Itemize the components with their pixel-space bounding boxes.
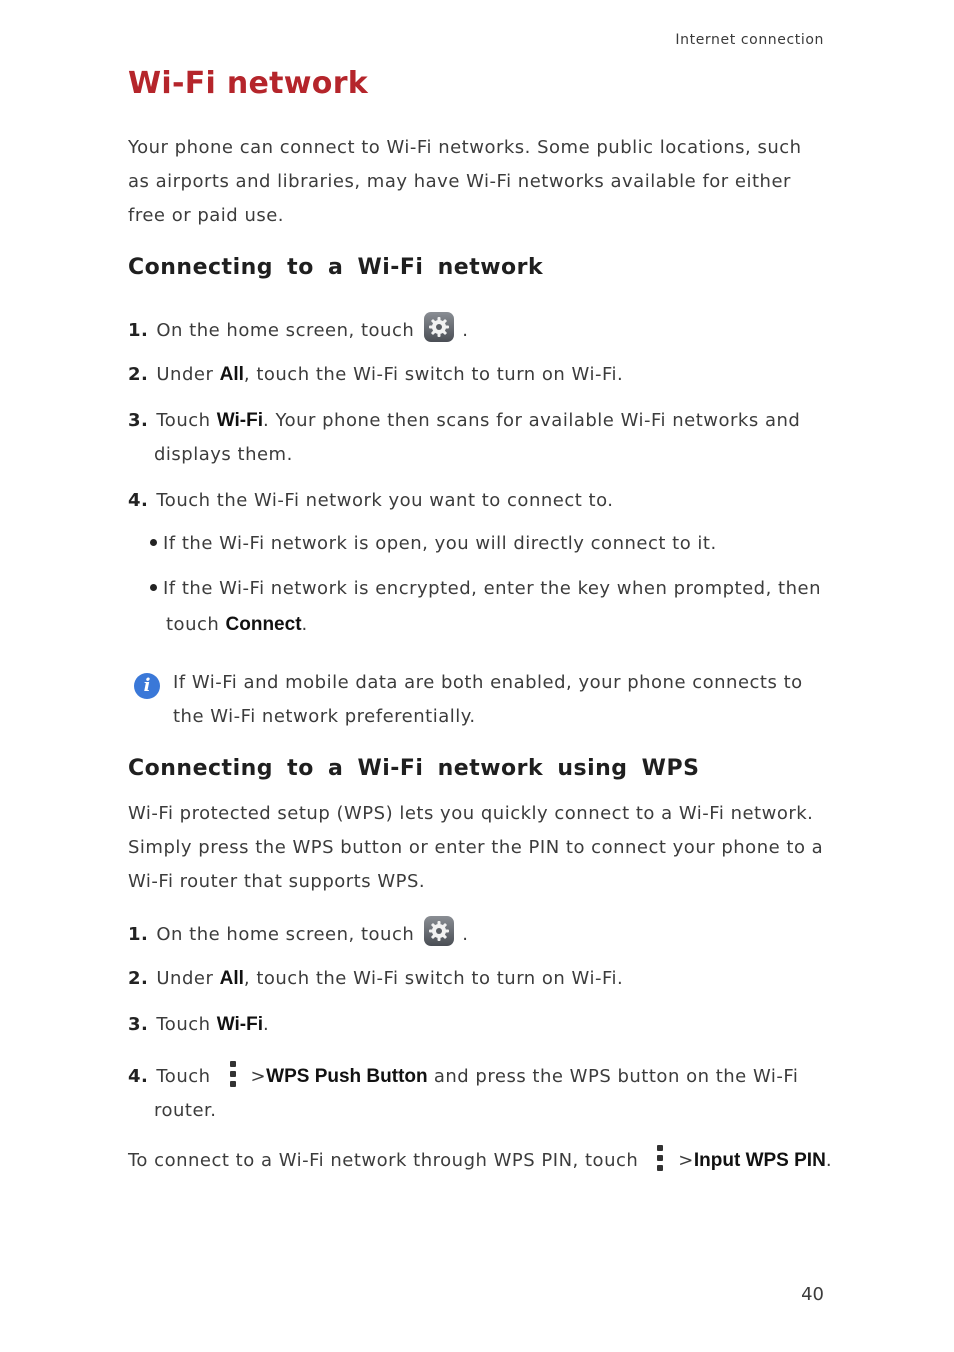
step-text: . bbox=[263, 1014, 270, 1035]
bullet-text: . bbox=[301, 614, 308, 635]
step-text: , touch the Wi-Fi switch to turn on Wi-Fi. bbox=[243, 968, 624, 989]
step-number: 3. bbox=[128, 410, 149, 431]
menu-term-wifi: Wi-Fi bbox=[216, 1014, 264, 1035]
settings-gear-icon bbox=[424, 916, 454, 946]
step-text: Touch bbox=[156, 410, 217, 431]
bullet-encrypted-network bbox=[150, 571, 830, 643]
more-menu-icon bbox=[656, 1145, 664, 1171]
step-number: 4. bbox=[128, 1066, 149, 1087]
s1-step-3 bbox=[128, 404, 828, 472]
step-separator: > bbox=[250, 1066, 267, 1087]
bullet-text: If the Wi-Fi network is open, you will directly connect to it. bbox=[163, 533, 717, 554]
s1-step-2 bbox=[128, 358, 623, 392]
step-end: . bbox=[462, 320, 469, 341]
s1-step-4 bbox=[128, 484, 613, 518]
page-number: 40 bbox=[801, 1284, 824, 1305]
step-number: 2. bbox=[128, 364, 149, 385]
menu-term-all: All bbox=[219, 968, 244, 989]
step-text: On the home screen, touch bbox=[156, 924, 415, 945]
step-end: . bbox=[462, 924, 469, 945]
step-text: Under bbox=[156, 968, 220, 989]
step-text: Under bbox=[156, 364, 220, 385]
bullet-dot bbox=[150, 539, 157, 546]
menu-term-wps-push-button: WPS Push Button bbox=[266, 1066, 428, 1087]
bullet-dot bbox=[150, 584, 157, 591]
step-text: On the home screen, touch bbox=[156, 320, 415, 341]
bullet-open-network bbox=[150, 526, 830, 562]
step-number: 2. bbox=[128, 968, 149, 989]
section-heading-wps: Connecting to a Wi-Fi network using WPS bbox=[128, 756, 700, 781]
step-text: Touch the Wi-Fi network you want to connect to. bbox=[156, 490, 614, 511]
s1-step-1 bbox=[128, 312, 468, 348]
wps-intro-paragraph: Wi-Fi protected setup (WPS) lets you quickly connect to a Wi-Fi network. Simply press the WPS button or enter the PIN to connect your phone to a Wi-Fi router that supports WPS. bbox=[128, 803, 824, 892]
step-separator: > bbox=[678, 1150, 694, 1171]
wps-pin-instruction bbox=[128, 1144, 832, 1178]
step-text: Touch bbox=[156, 1066, 211, 1087]
step-text: and press the WPS button on the Wi-Fi bbox=[427, 1066, 799, 1087]
instruction-text: . bbox=[825, 1150, 833, 1171]
s2-step-1 bbox=[128, 916, 468, 952]
intro-paragraph: Your phone can connect to Wi-Fi networks. Some public locations, such as airports and libraries, may have Wi-Fi networks available for either free or paid use. bbox=[128, 137, 802, 226]
s2-step-4 bbox=[128, 1060, 828, 1128]
step-text: , touch the Wi-Fi switch to turn on Wi-Fi. bbox=[243, 364, 624, 385]
bullet-continuation bbox=[150, 607, 830, 643]
step-number: 1. bbox=[128, 924, 149, 945]
note-text: If Wi-Fi and mobile data are both enabled, your phone connects to the Wi-Fi network preferentially. bbox=[173, 672, 803, 727]
step-number: 1. bbox=[128, 320, 149, 341]
instruction-text: To connect to a Wi-Fi network through WPS PIN, touch bbox=[128, 1150, 639, 1171]
menu-term-connect: Connect bbox=[225, 614, 302, 635]
step-number: 4. bbox=[128, 490, 149, 511]
s2-step-2 bbox=[128, 962, 623, 996]
step-text: Touch bbox=[156, 1014, 217, 1035]
info-icon: i bbox=[134, 673, 160, 699]
running-header: Internet connection bbox=[675, 32, 824, 48]
step-continuation: router. bbox=[154, 1100, 217, 1121]
step-number: 3. bbox=[128, 1014, 149, 1035]
page-title: Wi-Fi network bbox=[128, 66, 369, 101]
step-text: . Your phone then scans for available Wi-Fi networks and bbox=[263, 410, 801, 431]
settings-gear-icon bbox=[424, 312, 454, 342]
more-menu-icon bbox=[229, 1061, 237, 1087]
menu-term-input-wps-pin: Input WPS PIN bbox=[693, 1150, 826, 1171]
step-continuation: displays them. bbox=[154, 444, 293, 465]
menu-term-all: All bbox=[219, 364, 244, 385]
s2-step-3 bbox=[128, 1008, 269, 1042]
bullet-text: If the Wi-Fi network is encrypted, enter the key when prompted, then bbox=[163, 578, 821, 599]
bullet-text: touch bbox=[166, 614, 226, 635]
menu-term-wifi: Wi-Fi bbox=[216, 410, 264, 431]
section-heading-connecting: Connecting to a Wi-Fi network bbox=[128, 255, 544, 280]
